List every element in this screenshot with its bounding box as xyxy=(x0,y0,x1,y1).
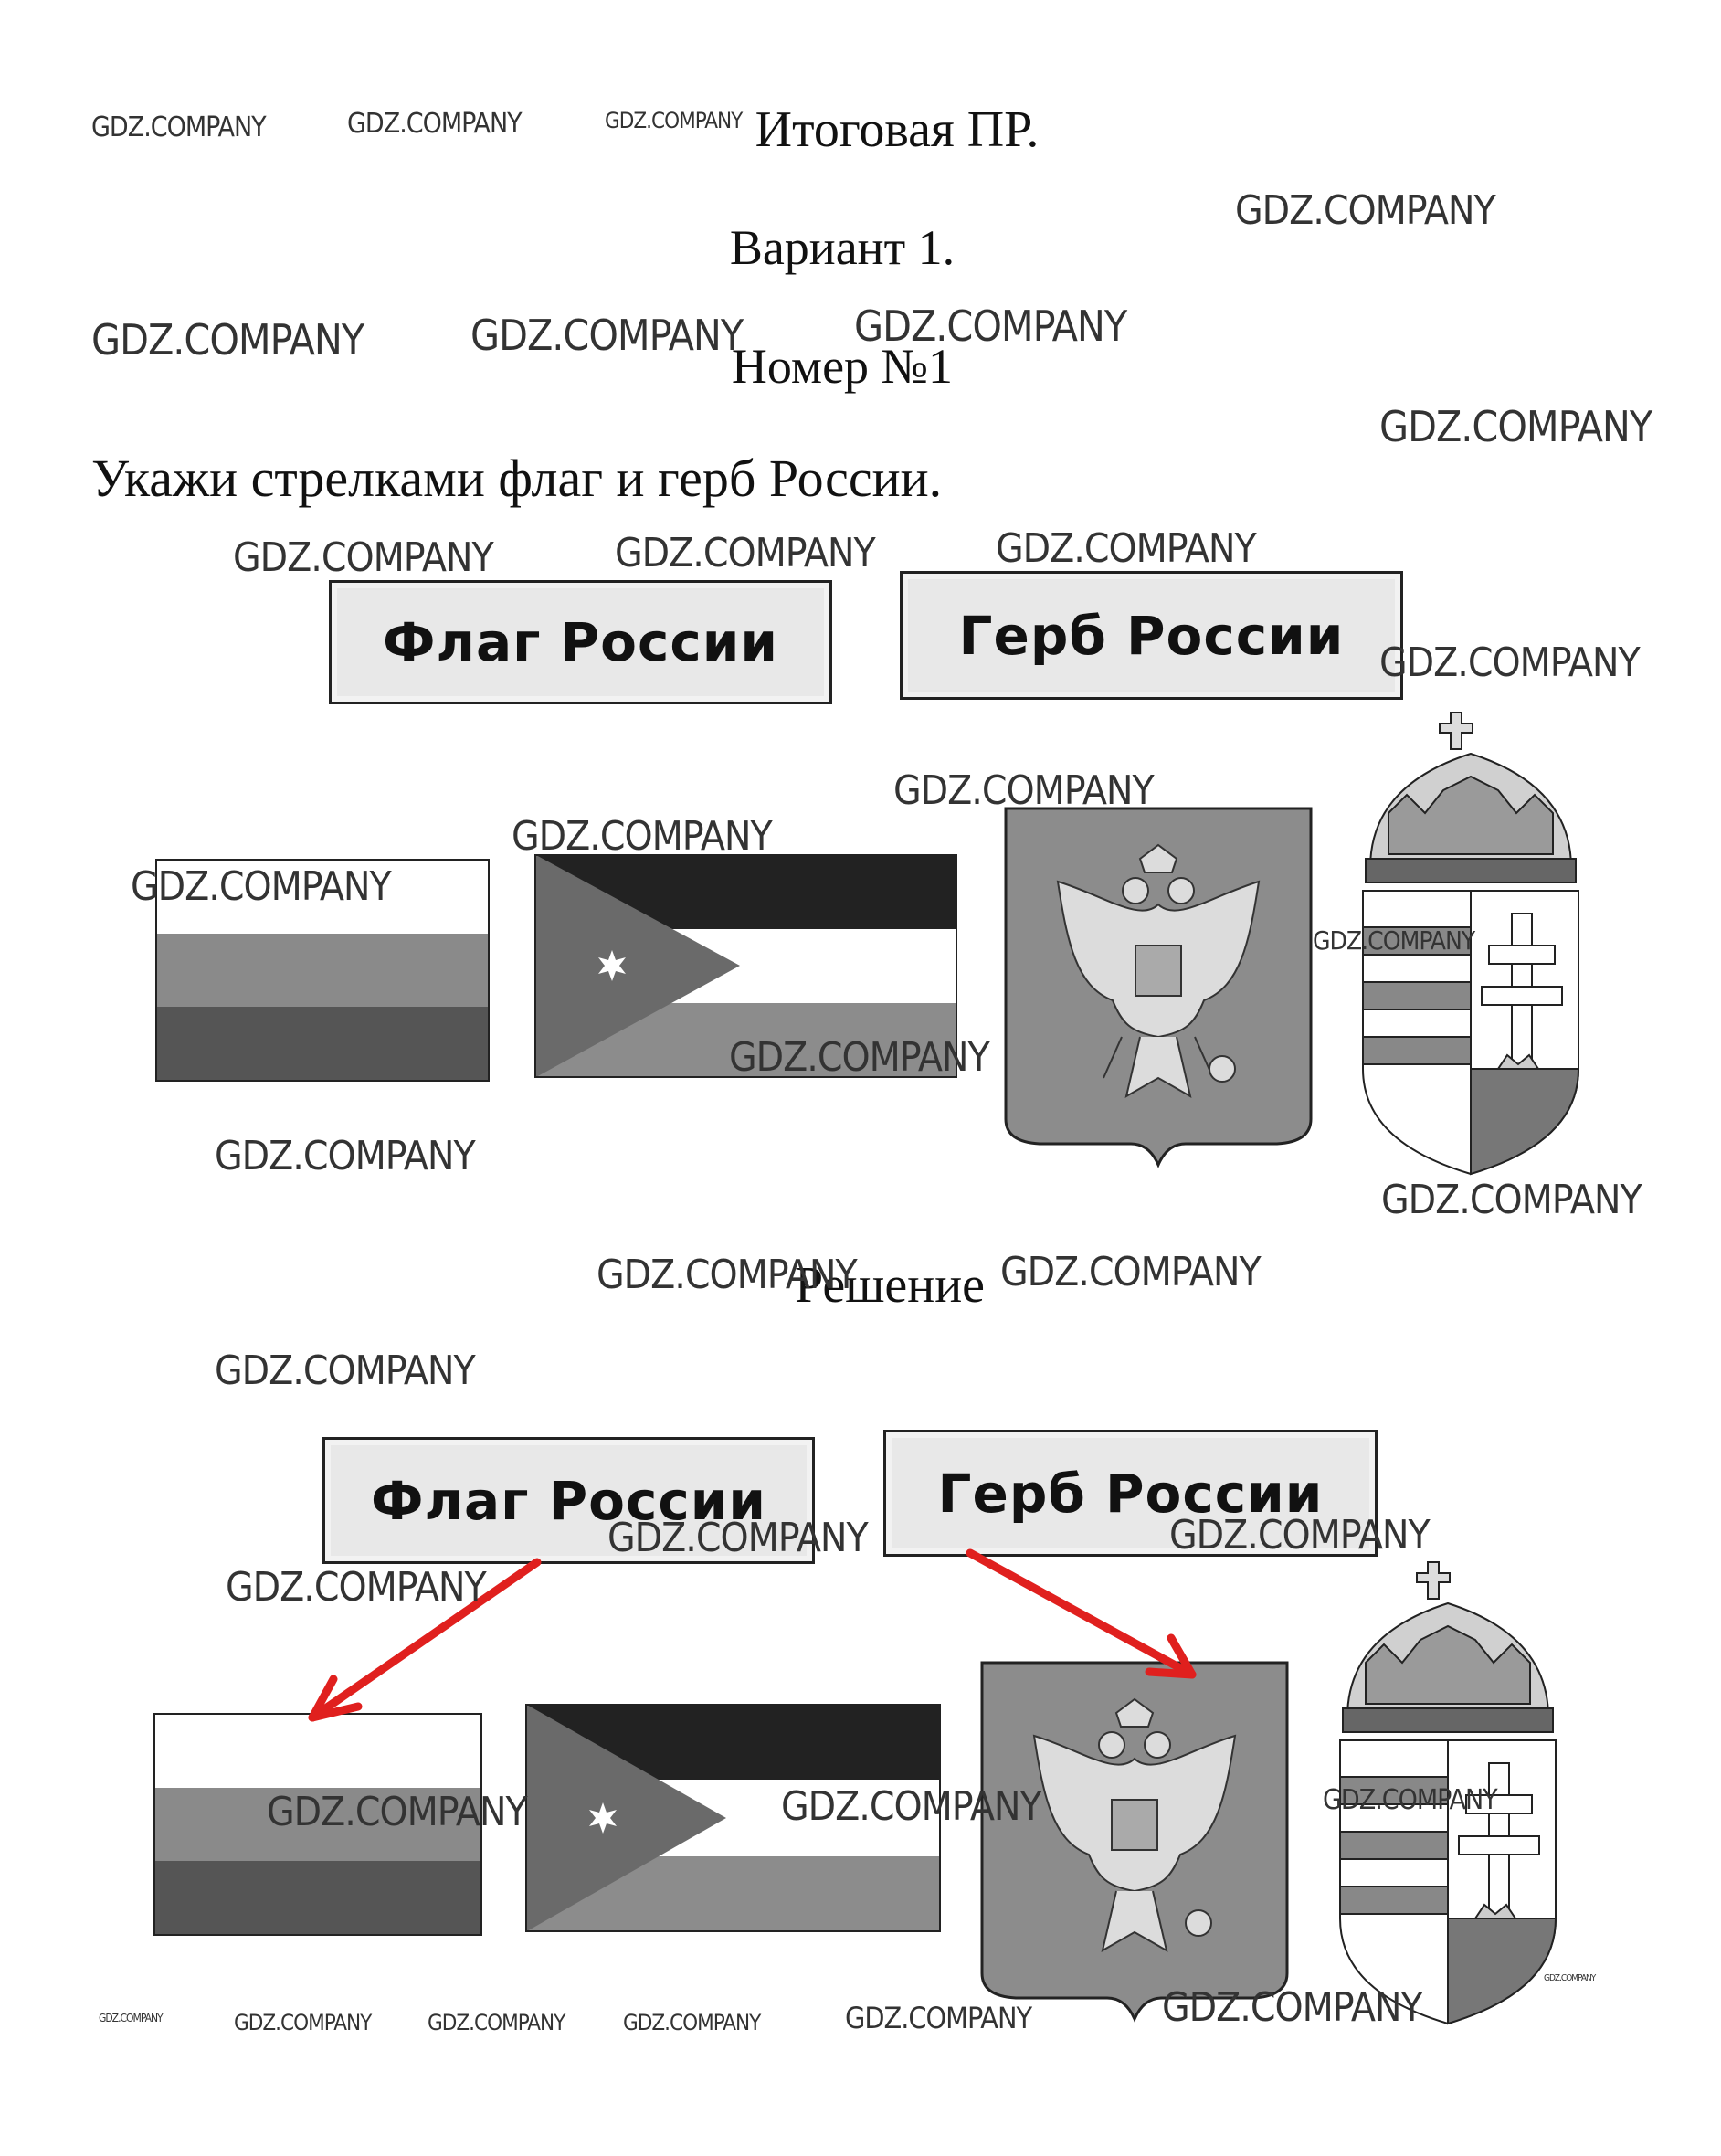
watermark: GDZ.COMPANY xyxy=(1000,1249,1261,1295)
page-title: Итоговая ПР. xyxy=(755,101,1040,158)
watermark: GDZ.COMPANY xyxy=(1162,1984,1422,2031)
watermark: GDZ.COMPANY xyxy=(215,1133,475,1179)
watermark: GDZ.COMPANY xyxy=(215,1348,475,1394)
watermark: GDZ.COMPANY xyxy=(512,813,772,860)
watermark: GDZ.COMPANY xyxy=(845,2001,1032,2035)
watermark: GDZ.COMPANY xyxy=(234,2010,372,2035)
watermark: GDZ.COMPANY xyxy=(1379,402,1652,451)
watermark: GDZ.COMPANY xyxy=(597,1252,857,1298)
watermark: GDZ.COMPANY xyxy=(1323,1784,1497,1816)
watermark: GDZ.COMPANY xyxy=(605,108,743,133)
watermark: GDZ.COMPANY xyxy=(470,311,744,360)
watermark: GDZ.COMPANY xyxy=(91,111,266,143)
watermark: GDZ.COMPANY xyxy=(1235,187,1495,234)
watermark: GDZ.COMPANY xyxy=(1544,1973,1596,1983)
watermark: GDZ.COMPANY xyxy=(854,301,1127,351)
watermark: GDZ.COMPANY xyxy=(428,2010,565,2035)
watermark: GDZ.COMPANY xyxy=(623,2010,761,2035)
solution-emblem-label: Герб России xyxy=(937,1462,1324,1525)
watermark: GDZ.COMPANY xyxy=(781,1783,1041,1830)
watermark: GDZ.COMPANY xyxy=(1379,639,1640,686)
watermark: GDZ.COMPANY xyxy=(226,1564,486,1611)
flag-label: Флаг России xyxy=(382,611,779,673)
variant-heading: Вариант 1. xyxy=(729,220,956,275)
watermark: GDZ.COMPANY xyxy=(996,525,1256,572)
watermark: GDZ.COMPANY xyxy=(1381,1177,1642,1223)
watermark: GDZ.COMPANY xyxy=(607,1515,868,1561)
solution-flag-label: Флаг России xyxy=(370,1469,767,1532)
watermark: GDZ.COMPANY xyxy=(347,108,522,140)
watermark: GDZ.COMPANY xyxy=(131,863,391,910)
watermark: GDZ.COMPANY xyxy=(99,2012,163,2024)
emblem-label: Герб России xyxy=(958,604,1345,667)
arrow-to-emblem xyxy=(970,1553,1192,1675)
number-heading: Номер №1 xyxy=(731,339,954,394)
watermark: GDZ.COMPANY xyxy=(1313,925,1475,956)
watermark: GDZ.COMPANY xyxy=(233,534,493,581)
watermark: GDZ.COMPANY xyxy=(893,767,1154,814)
watermark: GDZ.COMPANY xyxy=(267,1789,527,1835)
task-text: Укажи стрелками флаг и герб России. xyxy=(91,449,943,508)
solution-heading: Решение xyxy=(795,1257,986,1314)
watermark: GDZ.COMPANY xyxy=(1169,1512,1430,1559)
watermark: GDZ.COMPANY xyxy=(615,530,875,576)
watermark: GDZ.COMPANY xyxy=(729,1034,989,1081)
watermark: GDZ.COMPANY xyxy=(91,315,364,365)
